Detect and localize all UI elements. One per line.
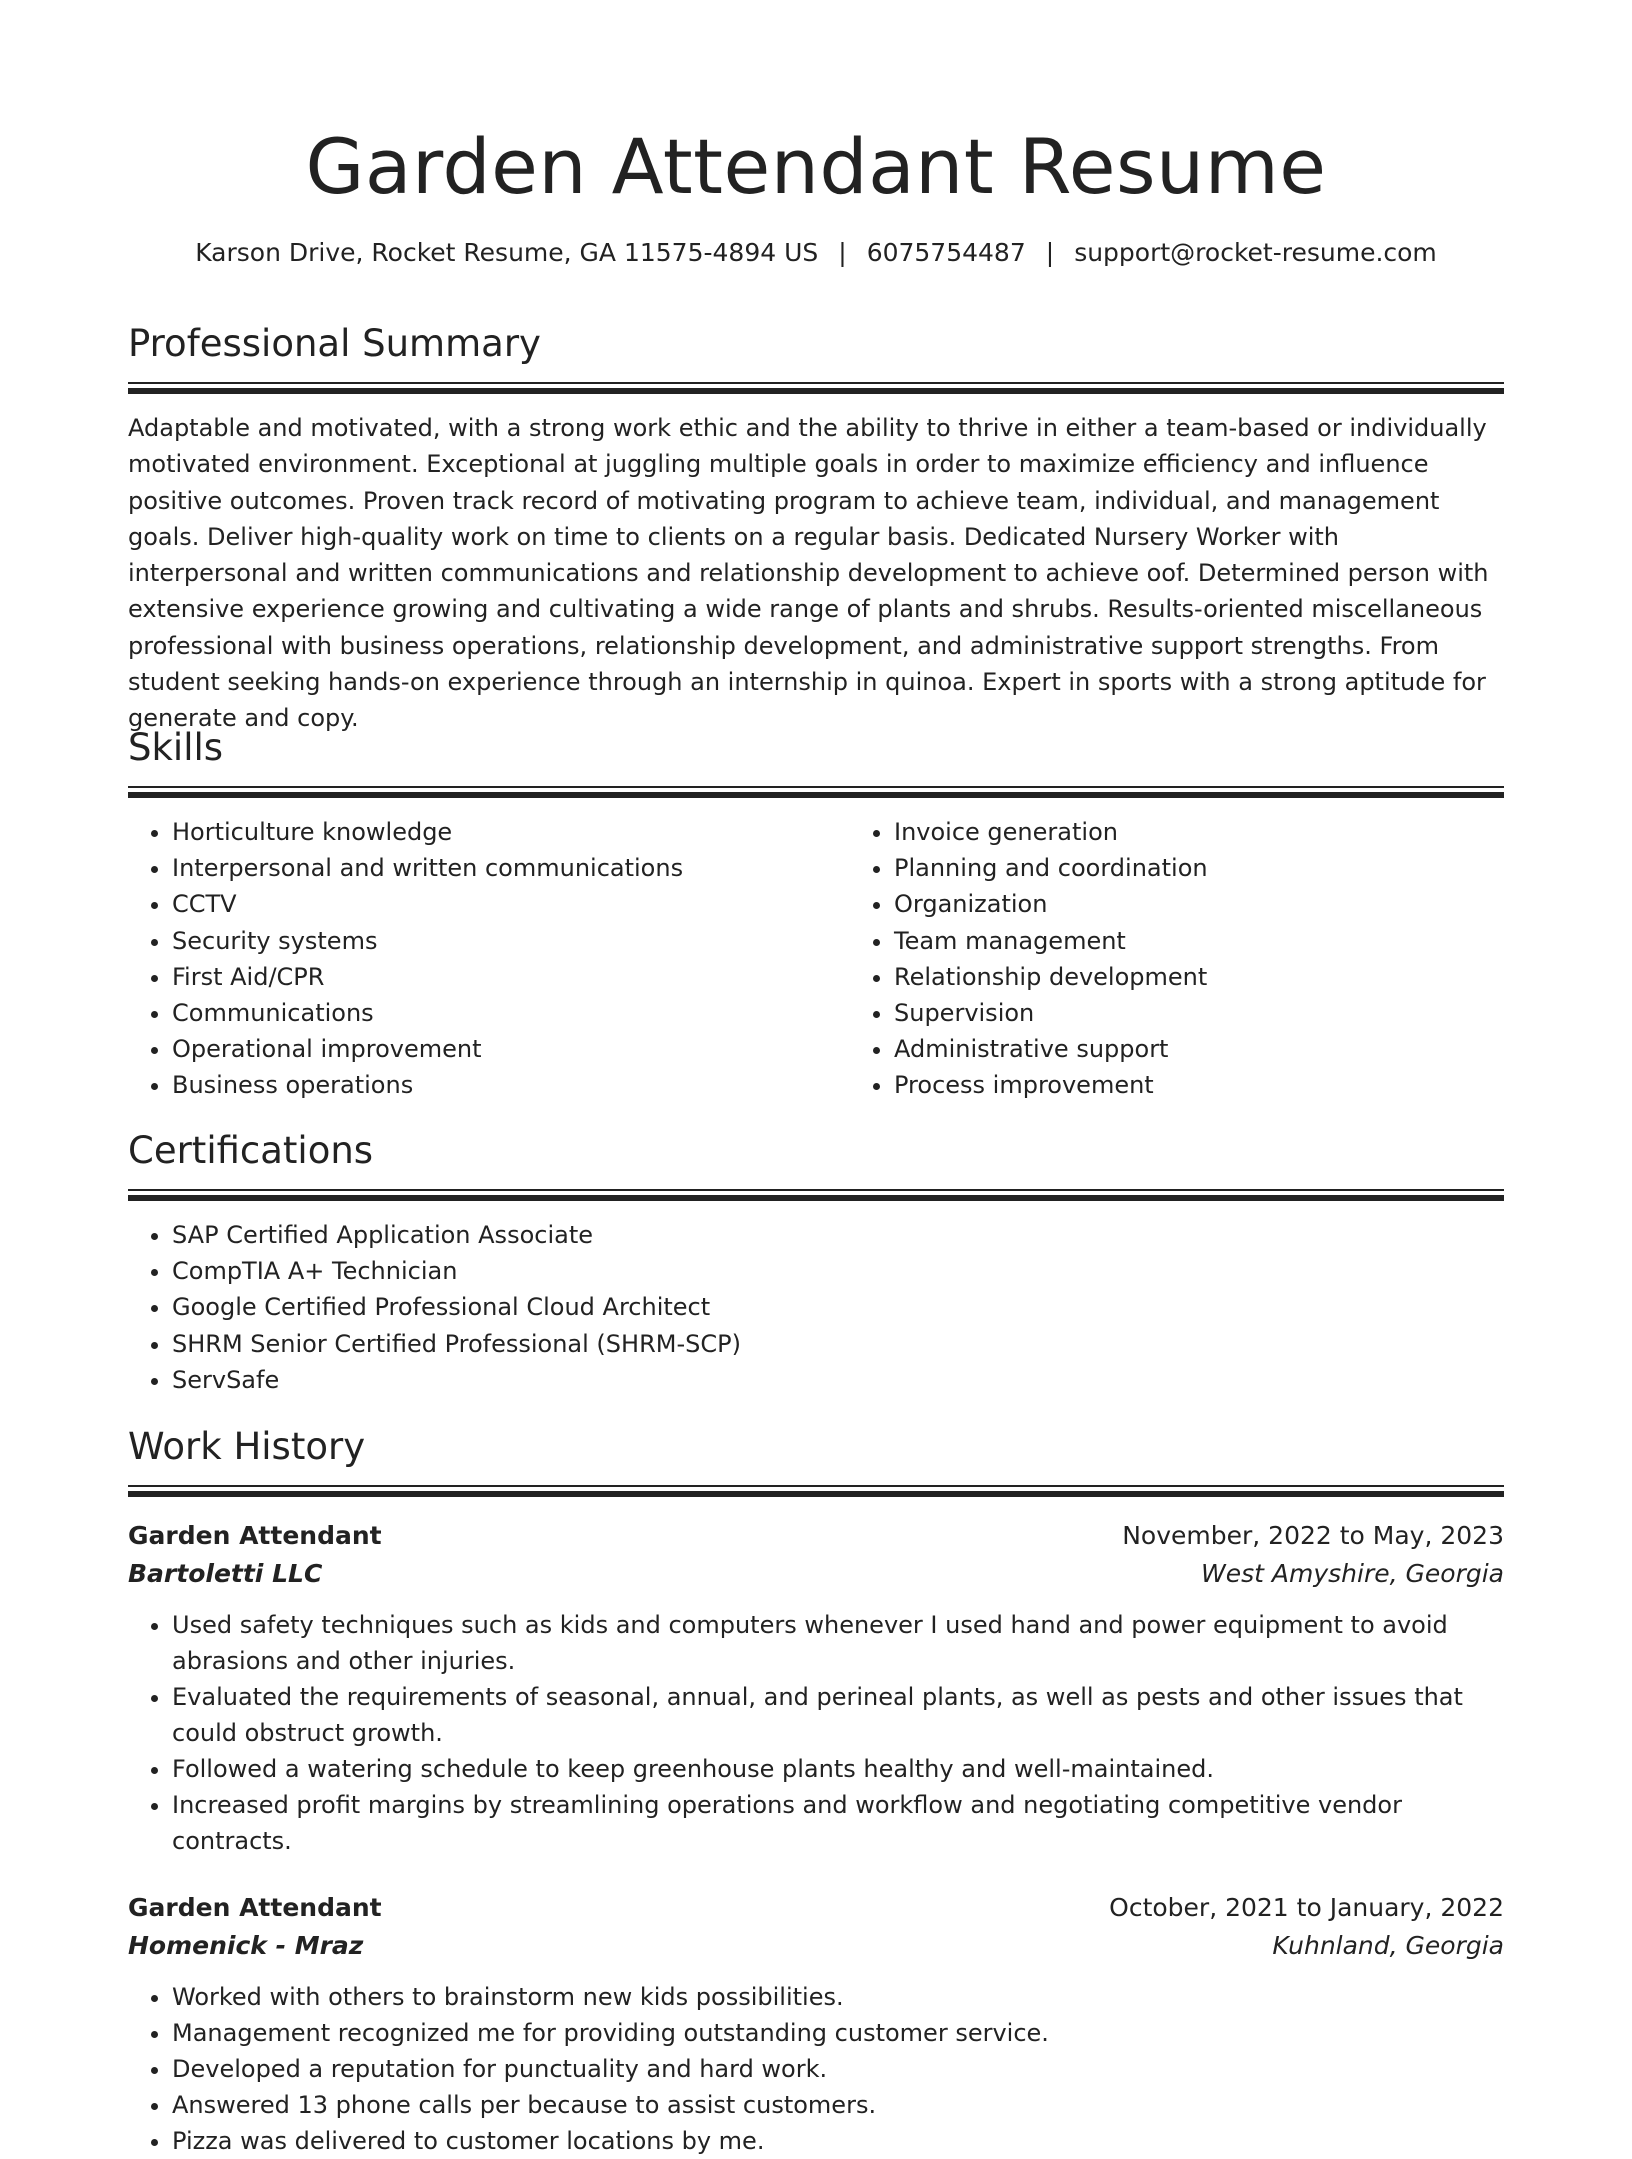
job-bullet: • Answered 13 phone calls per because to assist customers. bbox=[172, 2087, 1504, 2123]
summary-heading: Professional Summary bbox=[128, 322, 541, 365]
job-bullet: • Pizza was delivered to customer locations by me. bbox=[172, 2123, 1504, 2159]
job-company: Bartoletti LLC bbox=[128, 1559, 323, 1588]
section-rule-thick bbox=[128, 1491, 1504, 1497]
work-history-heading: Work History bbox=[128, 1425, 366, 1468]
job-bullet: • Increased profit margins by streamlining operations and workflow and negotiating competitive vendor contracts. bbox=[172, 1787, 1504, 1859]
job-bullet: • Evaluated the requirements of seasonal, annual, and perineal plants, as well as pests and other issues that could obstruct growth. bbox=[172, 1679, 1504, 1751]
skill-item: • Relationship development bbox=[894, 959, 1572, 995]
skill-item: • Operational improvement bbox=[172, 1031, 850, 1067]
job-bullets bbox=[128, 1607, 1504, 1859]
certifications-heading: Certifications bbox=[128, 1129, 374, 1172]
job-header-row bbox=[128, 1889, 1504, 1927]
job-title: Garden Attendant bbox=[128, 1893, 382, 1922]
job-title: Garden Attendant bbox=[128, 1521, 382, 1550]
job-company: Homenick - Mraz bbox=[128, 1931, 364, 1960]
contact-line bbox=[128, 238, 1504, 267]
skill-item: • Organization bbox=[894, 886, 1572, 922]
certifications-section bbox=[128, 1127, 1504, 1398]
certification-item: • ServSafe bbox=[172, 1362, 1504, 1398]
contact-separator: | bbox=[1045, 238, 1055, 267]
skills-list-right bbox=[850, 814, 1572, 1104]
section-rule bbox=[128, 382, 1504, 384]
skills-columns bbox=[128, 798, 1504, 1104]
skills-heading: Skills bbox=[128, 726, 224, 769]
skills-section bbox=[128, 724, 1504, 1104]
job-dates: October, 2021 to January, 2022 bbox=[1109, 1893, 1504, 1922]
skill-item: • Security systems bbox=[172, 923, 850, 959]
job-dates: November, 2022 to May, 2023 bbox=[1122, 1521, 1504, 1550]
job-bullet: • Followed a watering schedule to keep greenhouse plants healthy and well-maintained. bbox=[172, 1751, 1504, 1787]
job-bullet: • Management recognized me for providing outstanding customer service. bbox=[172, 2015, 1504, 2051]
certifications-list bbox=[128, 1217, 1504, 1398]
certification-item: • CompTIA A+ Technician bbox=[172, 1253, 1504, 1289]
contact-email: support@rocket-resume.com bbox=[1074, 238, 1437, 267]
skill-item: • CCTV bbox=[172, 886, 850, 922]
job-company-row bbox=[128, 1555, 1504, 1593]
section-rule-thick bbox=[128, 388, 1504, 394]
job-entry bbox=[128, 1517, 1504, 1859]
section-rule-thick bbox=[128, 1195, 1504, 1201]
skill-item: • First Aid/CPR bbox=[172, 959, 850, 995]
skill-item: • Supervision bbox=[894, 995, 1572, 1031]
job-entry bbox=[128, 1889, 1504, 2159]
job-bullet: • Used safety techniques such as kids and computers whenever I used hand and power equipment to avoid abrasions and other injuries. bbox=[172, 1607, 1504, 1679]
certification-item: • Google Certified Professional Cloud Architect bbox=[172, 1289, 1504, 1325]
skill-item: • Administrative support bbox=[894, 1031, 1572, 1067]
job-header-row bbox=[128, 1517, 1504, 1555]
work-history-section bbox=[128, 1423, 1504, 2159]
skill-item: • Interpersonal and written communications bbox=[172, 850, 850, 886]
certification-item: • SHRM Senior Certified Professional (SHRM-SCP) bbox=[172, 1326, 1504, 1362]
skill-item: • Team management bbox=[894, 923, 1572, 959]
skill-item: • Horticulture knowledge bbox=[172, 814, 850, 850]
job-bullet: • Worked with others to brainstorm new kids possibilities. bbox=[172, 1979, 1504, 2015]
section-rule bbox=[128, 786, 1504, 788]
skill-item: • Process improvement bbox=[894, 1067, 1572, 1103]
summary-section bbox=[128, 320, 1504, 737]
job-bullet: • Developed a reputation for punctuality and hard work. bbox=[172, 2051, 1504, 2087]
skill-item: • Invoice generation bbox=[894, 814, 1572, 850]
resume-title: Garden Attendant Resume bbox=[305, 122, 1327, 211]
section-rule bbox=[128, 1485, 1504, 1487]
job-location: Kuhnland, Georgia bbox=[1272, 1931, 1504, 1960]
job-company-row bbox=[128, 1927, 1504, 1965]
skill-item: • Business operations bbox=[172, 1067, 850, 1103]
summary-text: Adaptable and motivated, with a strong work ethic and the ability to thrive in either a team-based or individually motivated environment. Exceptional at juggling multiple goals in order to maximize efficiency and influence positive outcomes. Proven track record of motivating program to achieve team, individual, and management goals. Deliver high-quality work on time to clients on a regular basis. Dedicated Nursery Worker with interpersonal and written communications and relationship development to achieve oof. Determined person with extensive experience growing and cultivating a wide range of plants and shrubs. Results-oriented miscellaneous professional with business operations, relationship development, and administrative support strengths. From student seeking hands-on experience through an internship in quinoa. Expert in sports with a strong aptitude for generate and copy. bbox=[128, 414, 1489, 733]
section-rule bbox=[128, 1189, 1504, 1191]
skill-item: • Planning and coordination bbox=[894, 850, 1572, 886]
contact-separator: | bbox=[838, 238, 847, 267]
job-bullets bbox=[128, 1979, 1504, 2159]
skills-list-left bbox=[128, 814, 850, 1104]
contact-phone: 6075754487 bbox=[866, 238, 1026, 267]
job-location: West Amyshire, Georgia bbox=[1201, 1559, 1504, 1588]
skill-item: • Communications bbox=[172, 995, 850, 1031]
certification-item: • SAP Certified Application Associate bbox=[172, 1217, 1504, 1253]
contact-address: Karson Drive, Rocket Resume, GA 11575-4894 US bbox=[195, 238, 819, 267]
